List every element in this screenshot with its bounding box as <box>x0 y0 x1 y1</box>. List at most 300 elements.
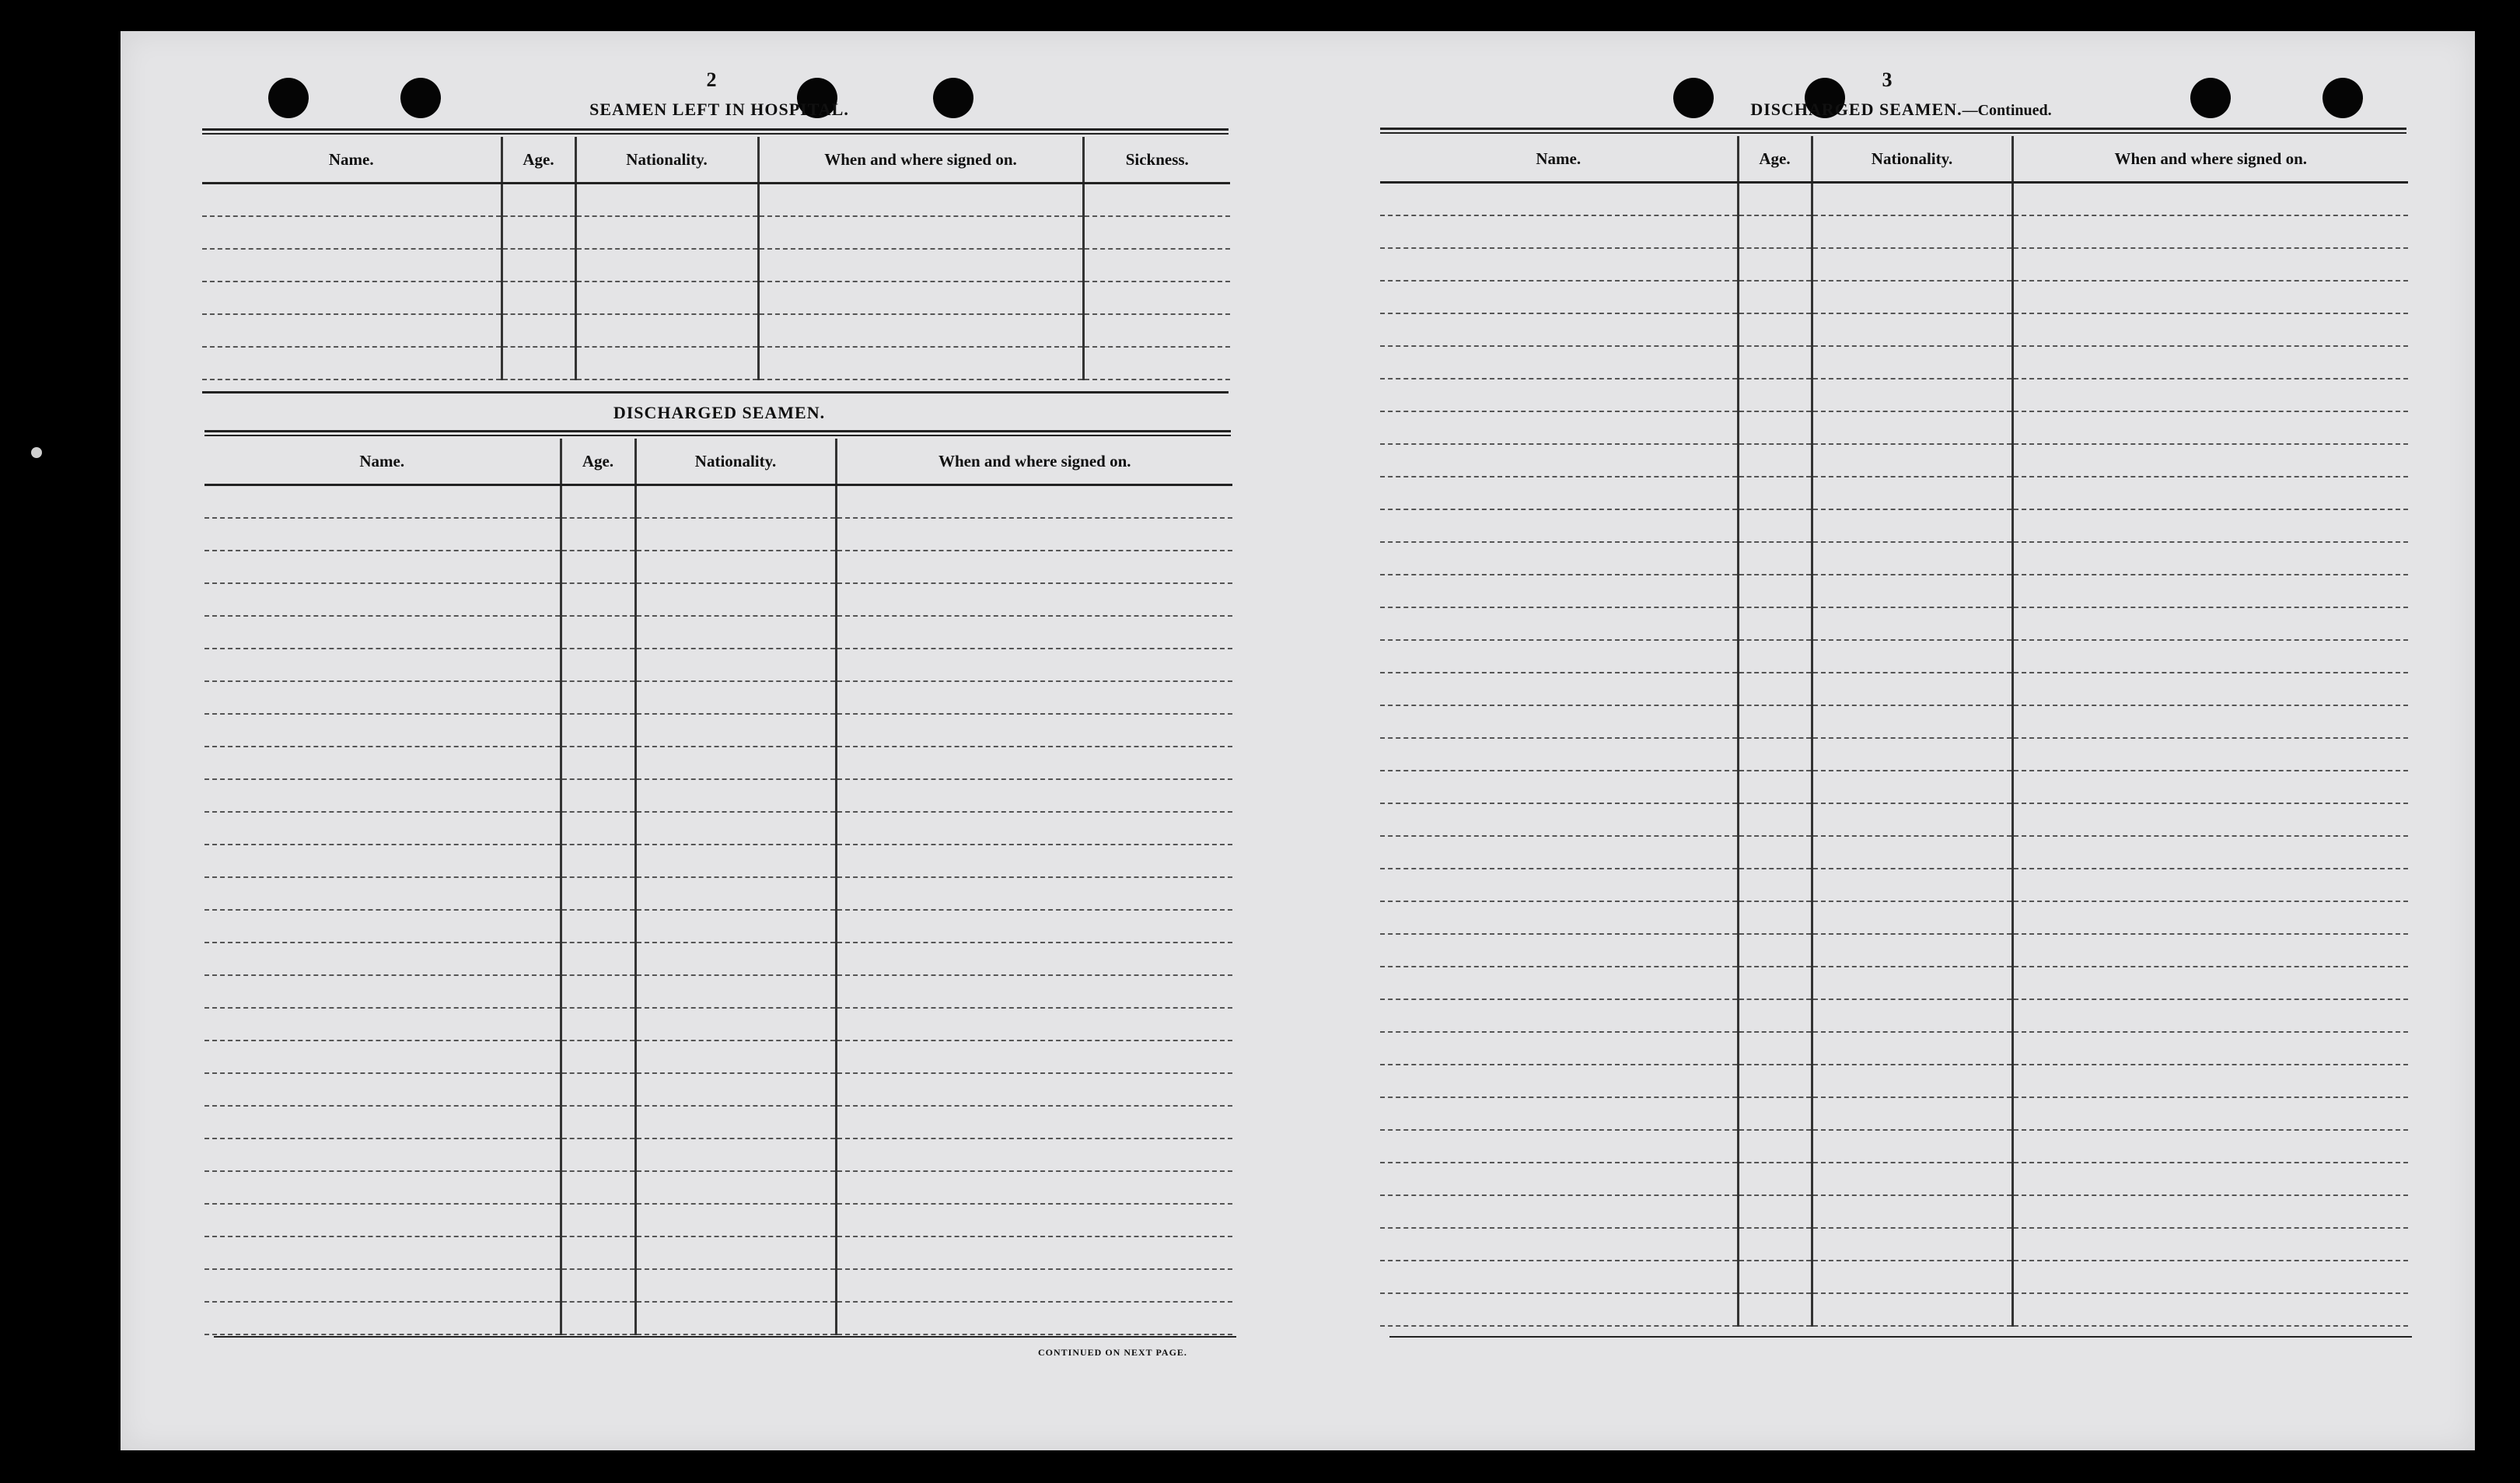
blank-cell <box>1738 1130 1812 1163</box>
blank-cell <box>2012 248 2408 281</box>
blank-cell <box>2012 1293 2408 1326</box>
table-row <box>1380 215 2408 248</box>
blank-cell <box>1812 803 2012 836</box>
blank-cell <box>2012 1195 2408 1228</box>
blank-cell <box>561 779 635 812</box>
blank-cell <box>2012 705 2408 738</box>
blank-cell <box>635 714 836 747</box>
discharged-section-title: DISCHARGED SEAMEN. <box>613 403 826 422</box>
blank-cell <box>202 282 502 314</box>
blank-cell <box>2012 346 2408 379</box>
blank-cell <box>1738 738 1812 771</box>
table-row <box>202 282 1230 314</box>
blank-cell <box>635 910 836 943</box>
blank-cell <box>836 975 1232 1008</box>
blank-cell <box>635 583 836 616</box>
blank-cell <box>635 1204 836 1236</box>
blank-cell <box>1812 607 2012 640</box>
blank-cell <box>1380 1097 1738 1130</box>
blank-cell <box>2012 1163 2408 1195</box>
blank-cell <box>2012 771 2408 803</box>
blank-cell <box>1738 771 1812 803</box>
blank-cell <box>635 1073 836 1106</box>
blank-cell <box>1380 1228 1738 1261</box>
table-row <box>204 1171 1232 1204</box>
blank-cell <box>1738 803 1812 836</box>
page-number-right: 3 <box>1882 68 1893 91</box>
blank-cell <box>1738 1065 1812 1097</box>
blank-cell <box>204 747 561 779</box>
blank-cell <box>204 518 561 551</box>
blank-cell <box>2012 836 2408 869</box>
blank-cell <box>1380 738 1738 771</box>
blank-cell <box>1812 509 2012 542</box>
blank-cell <box>204 1302 561 1334</box>
blank-cell <box>561 649 635 681</box>
col-header-age: Age. <box>1738 136 1812 183</box>
blank-cell <box>561 845 635 877</box>
table-row <box>1380 1032 2408 1065</box>
blank-cell <box>2012 1097 2408 1130</box>
blank-cell <box>635 518 836 551</box>
table-row <box>204 551 1232 583</box>
col-header-name: Name. <box>204 439 561 485</box>
blank-cell <box>204 943 561 975</box>
blank-cell <box>1083 314 1230 347</box>
blank-cell <box>1738 183 1812 216</box>
blank-cell <box>202 216 502 249</box>
table-row <box>1380 1293 2408 1326</box>
blank-cell <box>204 1236 561 1269</box>
blank-cell <box>1380 509 1738 542</box>
blank-cell <box>1738 705 1812 738</box>
blank-cell <box>1738 1261 1812 1293</box>
col-header-nationality: Nationality. <box>635 439 836 485</box>
blank-cell <box>836 551 1232 583</box>
blank-cell <box>204 1106 561 1138</box>
table-row <box>204 975 1232 1008</box>
blank-cell <box>1380 379 1738 411</box>
col-header-age: Age. <box>561 439 635 485</box>
blank-cell <box>1738 836 1812 869</box>
blank-cell <box>2012 1065 2408 1097</box>
blank-cell <box>575 184 758 217</box>
blank-cell <box>1812 1032 2012 1065</box>
top-rule-left-2 <box>202 133 1229 135</box>
blank-cell <box>2012 673 2408 705</box>
blank-cell <box>836 910 1232 943</box>
blank-cell <box>204 1008 561 1041</box>
blank-cell <box>836 616 1232 649</box>
blank-cell <box>2012 1130 2408 1163</box>
blank-cell <box>836 485 1232 519</box>
table-row <box>202 216 1230 249</box>
blank-cell <box>575 282 758 314</box>
blank-cell <box>1738 1163 1812 1195</box>
table-row <box>1380 640 2408 673</box>
blank-cell <box>836 1236 1232 1269</box>
blank-cell <box>2012 1261 2408 1293</box>
blank-cell <box>1380 1130 1738 1163</box>
blank-cell <box>1380 313 1738 346</box>
blank-cell <box>1380 542 1738 575</box>
blank-cell <box>758 184 1083 217</box>
blank-cell <box>758 347 1083 379</box>
blank-cell <box>1738 346 1812 379</box>
blank-cell <box>561 1106 635 1138</box>
blank-cell <box>1812 1163 2012 1195</box>
table-row <box>204 1073 1232 1106</box>
blank-cell <box>635 877 836 910</box>
table-row <box>204 1236 1232 1269</box>
table-row <box>204 1106 1232 1138</box>
blank-cell <box>1812 901 2012 934</box>
blank-cell <box>1812 1065 2012 1097</box>
col-header-name: Name. <box>202 137 502 184</box>
blank-cell <box>204 1138 561 1171</box>
blank-cell <box>561 943 635 975</box>
blank-cell <box>635 1041 836 1073</box>
table-row <box>1380 379 2408 411</box>
table-row <box>1380 183 2408 216</box>
blank-cell <box>1083 347 1230 379</box>
blank-cell <box>561 714 635 747</box>
blank-cell <box>1738 869 1812 901</box>
blank-cell <box>836 1138 1232 1171</box>
blank-cell <box>758 314 1083 347</box>
blank-cell <box>1738 607 1812 640</box>
blank-cell <box>204 910 561 943</box>
blank-cell <box>204 1269 561 1302</box>
blank-cell <box>1738 934 1812 967</box>
table-row <box>204 943 1232 975</box>
blank-cell <box>204 1171 561 1204</box>
blank-cell <box>204 649 561 681</box>
blank-cell <box>1738 444 1812 477</box>
blank-cell <box>202 347 502 379</box>
col-header-age: Age. <box>502 137 575 184</box>
table-row <box>1380 901 2408 934</box>
blank-cell <box>2012 934 2408 967</box>
blank-cell <box>1738 509 1812 542</box>
table-row <box>204 1302 1232 1334</box>
blank-cell <box>2012 281 2408 313</box>
blank-cell <box>1738 1195 1812 1228</box>
blank-cell <box>635 649 836 681</box>
blank-cell <box>1812 248 2012 281</box>
blank-cell <box>1380 967 1738 999</box>
col-header-sickness: Sickness. <box>1083 137 1230 184</box>
top-rule-left <box>202 128 1229 131</box>
blank-cell <box>561 1269 635 1302</box>
blank-cell <box>1812 934 2012 967</box>
blank-cell <box>1380 640 1738 673</box>
blank-cell <box>836 845 1232 877</box>
blank-cell <box>1380 1261 1738 1293</box>
blank-cell <box>1812 542 2012 575</box>
blank-cell <box>1812 999 2012 1032</box>
table-row <box>204 877 1232 910</box>
blank-cell <box>1738 411 1812 444</box>
blank-cell <box>2012 738 2408 771</box>
table-row <box>1380 248 2408 281</box>
blank-cell <box>2012 215 2408 248</box>
table-row <box>1380 869 2408 901</box>
table-row <box>204 845 1232 877</box>
blank-cell <box>2012 411 2408 444</box>
table-row <box>1380 673 2408 705</box>
blank-cell <box>836 583 1232 616</box>
table-row <box>1380 444 2408 477</box>
blank-cell <box>2012 640 2408 673</box>
blank-cell <box>1083 249 1230 282</box>
blank-cell <box>836 714 1232 747</box>
blank-cell <box>204 779 561 812</box>
blank-cell <box>635 616 836 649</box>
blank-cell <box>502 249 575 282</box>
table-row <box>1380 607 2408 640</box>
page-number-left: 2 <box>706 68 717 91</box>
blank-cell <box>1812 477 2012 509</box>
table-row <box>1380 705 2408 738</box>
punch-hole <box>933 78 973 118</box>
table-row <box>204 714 1232 747</box>
blank-cell <box>1738 967 1812 999</box>
punch-hole <box>400 78 441 118</box>
table-row <box>1380 1228 2408 1261</box>
table-row <box>1380 313 2408 346</box>
blank-cell <box>2012 803 2408 836</box>
blank-cell <box>1380 183 1738 216</box>
blank-cell <box>635 845 836 877</box>
table-row <box>1380 967 2408 999</box>
hospital-bottom-rule <box>202 391 1229 393</box>
blank-cell <box>1380 673 1738 705</box>
table-row <box>1380 738 2408 771</box>
blank-cell <box>561 616 635 649</box>
col-header-nationality: Nationality. <box>575 137 758 184</box>
blank-cell <box>635 975 836 1008</box>
blank-cell <box>561 551 635 583</box>
blank-cell <box>561 1204 635 1236</box>
table-row <box>1380 999 2408 1032</box>
blank-cell <box>1380 575 1738 607</box>
table-row <box>1380 509 2408 542</box>
blank-cell <box>561 877 635 910</box>
punch-hole <box>2190 78 2231 118</box>
blank-cell <box>561 747 635 779</box>
blank-cell <box>2012 542 2408 575</box>
blank-cell <box>204 877 561 910</box>
blank-cell <box>1812 673 2012 705</box>
table-row <box>204 1138 1232 1171</box>
table-row <box>1380 1065 2408 1097</box>
blank-cell <box>1812 183 2012 216</box>
blank-cell <box>1812 771 2012 803</box>
blank-cell <box>1738 379 1812 411</box>
blank-cell <box>836 518 1232 551</box>
blank-cell <box>1738 1293 1812 1326</box>
blank-cell <box>2012 379 2408 411</box>
blank-cell <box>575 314 758 347</box>
blank-cell <box>561 485 635 519</box>
blank-cell <box>204 551 561 583</box>
table-row <box>204 681 1232 714</box>
blank-cell <box>635 551 836 583</box>
blank-cell <box>2012 869 2408 901</box>
blank-cell <box>2012 1228 2408 1261</box>
blank-cell <box>635 1269 836 1302</box>
blank-cell <box>836 812 1232 845</box>
blank-cell <box>1380 771 1738 803</box>
blank-cell <box>1812 1293 2012 1326</box>
hospital-table <box>202 137 1230 380</box>
blank-cell <box>836 1008 1232 1041</box>
table-row <box>204 485 1232 519</box>
blank-cell <box>1738 1097 1812 1130</box>
blank-cell <box>635 1236 836 1269</box>
blank-cell <box>1812 1261 2012 1293</box>
top-rule-right <box>1380 128 2406 130</box>
blank-cell <box>1812 346 2012 379</box>
blank-cell <box>1738 281 1812 313</box>
blank-cell <box>836 1269 1232 1302</box>
blank-cell <box>2012 444 2408 477</box>
blank-cell <box>561 1008 635 1041</box>
blank-cell <box>1738 215 1812 248</box>
blank-cell <box>2012 509 2408 542</box>
blank-cell <box>204 975 561 1008</box>
blank-cell <box>1812 1130 2012 1163</box>
discharged-top-rule <box>204 430 1231 432</box>
blank-cell <box>2012 901 2408 934</box>
blank-cell <box>1812 869 2012 901</box>
table-row <box>1380 281 2408 313</box>
table-row <box>1380 803 2408 836</box>
blank-cell <box>204 714 561 747</box>
continued-bottom-rule <box>1389 1336 2412 1338</box>
table-row <box>202 314 1230 347</box>
blank-cell <box>1380 281 1738 313</box>
discharged-continued-title <box>1707 100 2095 120</box>
blank-cell <box>758 216 1083 249</box>
blank-cell <box>561 583 635 616</box>
blank-cell <box>502 216 575 249</box>
blank-cell <box>1812 281 2012 313</box>
blank-cell <box>836 1171 1232 1204</box>
blank-cell <box>1380 869 1738 901</box>
discharged-bottom-rule <box>214 1336 1236 1338</box>
blank-cell <box>1812 575 2012 607</box>
blank-cell <box>204 681 561 714</box>
blank-cell <box>202 249 502 282</box>
blank-cell <box>204 1073 561 1106</box>
blank-cell <box>635 779 836 812</box>
col-header-nationality: Nationality. <box>1812 136 2012 183</box>
discharged-top-rule-2 <box>204 435 1231 436</box>
blank-cell <box>836 1302 1232 1334</box>
blank-cell <box>1380 444 1738 477</box>
blank-cell <box>204 583 561 616</box>
blank-cell <box>1083 216 1230 249</box>
blank-cell <box>1380 934 1738 967</box>
blank-cell <box>1380 1032 1738 1065</box>
blank-cell <box>1380 1065 1738 1097</box>
blank-cell <box>635 1138 836 1171</box>
blank-cell <box>1380 1195 1738 1228</box>
blank-cell <box>836 779 1232 812</box>
blank-cell <box>1812 836 2012 869</box>
blank-cell <box>561 518 635 551</box>
blank-cell <box>561 681 635 714</box>
blank-cell <box>1812 379 2012 411</box>
blank-cell <box>1380 215 1738 248</box>
blank-cell <box>2012 313 2408 346</box>
discharged-table <box>204 439 1232 1335</box>
table-row <box>204 616 1232 649</box>
blank-cell <box>1738 542 1812 575</box>
blank-cell <box>575 216 758 249</box>
blank-cell <box>635 485 836 519</box>
blank-cell <box>204 1041 561 1073</box>
col-header-name: Name. <box>1380 136 1738 183</box>
blank-cell <box>1738 477 1812 509</box>
blank-cell <box>1738 1228 1812 1261</box>
blank-cell <box>2012 967 2408 999</box>
blank-cell <box>1380 999 1738 1032</box>
punch-hole <box>2323 78 2363 118</box>
blank-cell <box>1812 1195 2012 1228</box>
blank-cell <box>836 877 1232 910</box>
table-row <box>1380 575 2408 607</box>
table-row <box>204 583 1232 616</box>
table-row <box>1380 934 2408 967</box>
blank-cell <box>1738 673 1812 705</box>
blank-cell <box>1738 999 1812 1032</box>
table-row <box>204 1269 1232 1302</box>
blank-cell <box>1812 738 2012 771</box>
blank-cell <box>635 1171 836 1204</box>
blank-cell <box>836 1073 1232 1106</box>
table-row <box>204 910 1232 943</box>
blank-cell <box>1738 575 1812 607</box>
col-header-signed-on: When and where signed on. <box>2012 136 2408 183</box>
blank-cell <box>836 747 1232 779</box>
blank-cell <box>204 485 561 519</box>
blank-cell <box>836 681 1232 714</box>
discharged-continued-title-main: DISCHARGED SEAMEN. <box>1750 100 1963 119</box>
blank-cell <box>2012 575 2408 607</box>
punch-hole <box>268 78 309 118</box>
table-row <box>204 747 1232 779</box>
col-header-signed-on: When and where signed on. <box>758 137 1083 184</box>
blank-cell <box>1812 967 2012 999</box>
blank-cell <box>1812 640 2012 673</box>
blank-cell <box>204 845 561 877</box>
edge-speck <box>31 447 42 458</box>
blank-cell <box>575 249 758 282</box>
table-row <box>1380 1163 2408 1195</box>
blank-cell <box>1738 1032 1812 1065</box>
blank-cell <box>2012 1032 2408 1065</box>
blank-cell <box>561 1073 635 1106</box>
top-rule-right-2 <box>1380 132 2406 134</box>
blank-cell <box>204 812 561 845</box>
table-row <box>1380 1097 2408 1130</box>
blank-cell <box>1083 282 1230 314</box>
blank-cell <box>1812 444 2012 477</box>
table-row <box>1380 1130 2408 1163</box>
